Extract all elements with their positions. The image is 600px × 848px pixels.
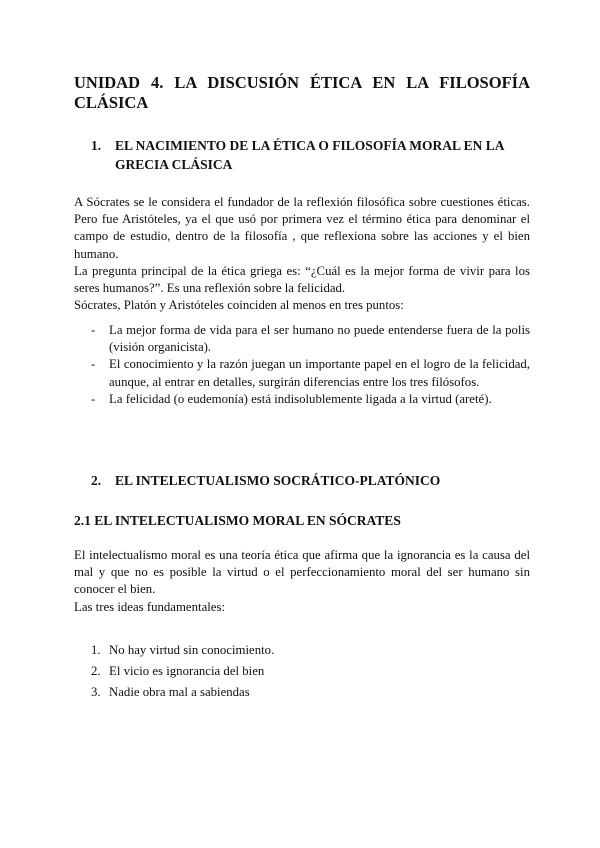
- list-item: - La felicidad (o eudemonía) está indisolublemente ligada a la virtud (areté).: [91, 391, 492, 406]
- section-1-number: 1.: [91, 138, 102, 153]
- list-item: 3. Nadie obra mal a sabiendas: [91, 685, 250, 699]
- agreement-points-list: [91, 322, 530, 408]
- list-item: 1. No hay virtud sin conocimiento.: [91, 643, 275, 657]
- section-2-title: EL INTELECTUALISMO SOCRÁTICO-PLATÓNICO: [115, 473, 441, 488]
- paragraph-socrates-founder: A Sócrates se le considera el fundador de la reflexión filosófica sobre cuestiones éticas. Pero fue Aristóteles, ya el que usó por primera vez el término ética para denominar el campo de estudio, dentro de la filosofía , que reflexiona sobre las acciones y el bien humano.: [74, 195, 530, 261]
- paragraph-three-ideas: Las tres ideas fundamentales:: [74, 599, 226, 614]
- list-item: - El conocimiento y la razón juegan un importante papel en el logro de la felicidad, aunque, al entrar en detalles, surgirán diferencias entre los tres filósofos.: [91, 357, 530, 389]
- subsection-2-1-title: 2.1 EL INTELECTUALISMO MORAL EN SÓCRATES: [74, 513, 401, 528]
- unit-title: UNIDAD 4. LA DISCUSIÓN ÉTICA EN LA FILOSOFÍA CLÁSICA: [74, 73, 530, 112]
- section-1-heading: [91, 136, 531, 174]
- paragraph-intellectualism: El intelectualismo moral es una teoría ética que afirma que la ignorancia es la causa del mal y que no es posible la virtud o el perfeccionamiento moral del ser humano sin conocer el bien.: [74, 548, 530, 597]
- section-1-title: EL NACIMIENTO DE LA ÉTICA O FILOSOFÍA MORAL EN LA GRECIA CLÁSICA: [115, 138, 504, 172]
- list-item: - La mejor forma de vida para el ser humano no puede entenderse fuera de la polis (visión organicista).: [91, 323, 530, 355]
- section-2-heading: [91, 471, 531, 490]
- paragraph-main-question: La pregunta principal de la ética griega es: “¿Cuál es la mejor forma de vivir para los seres humanos?”. Es una reflexión sobre la felicidad.: [74, 263, 530, 296]
- list-item: 2. El vicio es ignorancia del bien: [91, 664, 265, 678]
- section-1-body: [74, 194, 530, 314]
- fundamental-ideas-list: [91, 640, 274, 703]
- section-2-body: [74, 547, 530, 616]
- paragraph-three-points: Sócrates, Platón y Aristóteles coinciden al menos en tres puntos:: [74, 298, 404, 313]
- section-2-number: 2.: [91, 473, 102, 488]
